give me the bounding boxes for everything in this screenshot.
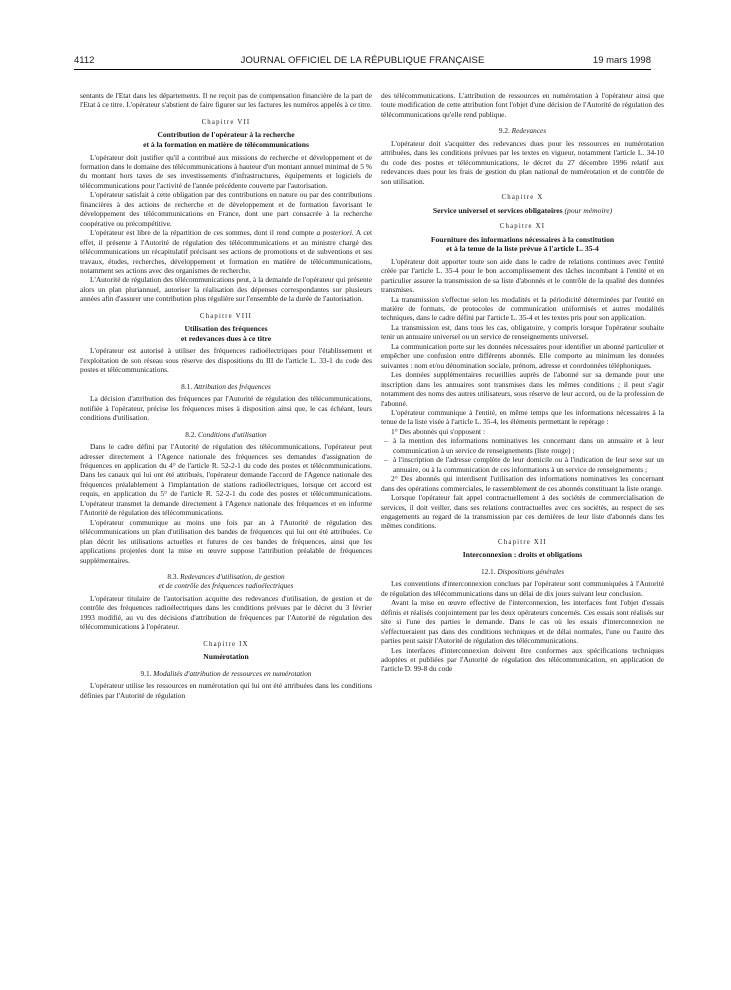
paragraph: La communication porte sur les données nécessaires pour identifier un abonné particulier et empêcher une confusion entre différents abonnés. Elle comporte au minimum les données suivantes : nom et/ou dénomination sociale, prénom, adresse et coordonnées téléphoniques. (381, 341, 664, 370)
paragraph: Les interfaces d'interconnexion doivent être conformes aux spécifications techniques adoptées et publiées par l'Autorité de régulation des télécommunication, en application de l'article D. 99-8 du code (381, 645, 664, 674)
section-heading (381, 567, 664, 576)
chapter-title-line: et à la formation en matière de télécommunications (143, 139, 309, 149)
section-number: 12.1. (480, 566, 496, 576)
page-header (74, 55, 651, 70)
section-number: 9.1. (140, 668, 152, 678)
section-title: Attribution des fréquences (193, 381, 271, 391)
paragraph: L'opérateur communique au moins une fois par an à l'Autorité de régulation des télécommunications un plan d'utilisation des bandes de fréquences qui lui ont été attribuées. Ce plan décrit les utilisations actuelles et futures de ces bandes de fréquences, ainsi que les applications projetées dont la mise en œuvre suppose l'attribution préalable de fréquences supplémentaires. (80, 517, 372, 565)
paragraph: L'opérateur doit justifier qu'il a contribué aux missions de recherche et développement et de formation dans le domaine des télécommunications à hauteur d'un montant annuel minimal de 5 % du montant hors taxes de ses investissements d'infrastructures, équipements et logiciels de télécommunications pour l'activité de l'année précédente couverte par l'autorisation. (80, 152, 372, 190)
section-title: Modalités d'attribution de ressources en numérotation (153, 668, 312, 678)
paragraph: L'opérateur est autorisé à utiliser des fréquences radioélectriques pour l'établissement et l'exploitation de son réseau sous réserve des dispositions du III de l'article L. 33-1 du code des postes et télécommunications. (80, 346, 372, 375)
paragraph: La transmission est, dans tous les cas, obligatoire, y compris lorsque l'opérateur souhaite tenir un annuaire universel ou un service de renseignements universel. (381, 322, 664, 342)
paragraph: La transmission s'effectue selon les modalités et la périodicité déterminées par l'entité en matière de formats, de protocoles de communication uniformisés et autres modalités techniques, dans le cadre défini par l'article L. 35-4 et les textes pris pour son application. (381, 294, 664, 323)
list-item: 2° Des abonnés qui interdisent l'utilisation des informations nominatives les concernant dans des opérations commerciales, le rassemblement de ces abonnés constituant la liste orange. (381, 474, 664, 493)
page-number: 4112 (74, 55, 95, 66)
left-column (80, 91, 372, 700)
text-run: L'opérateur est libre de la répartition de ces sommes, dont il rend compte (90, 228, 317, 238)
list-subitem-text: à la mention des informations nominatives les concernant dans un annuaire et à leur communication à un service de renseignements (liste rouge) ; (393, 436, 664, 455)
paragraph: L'opérateur communique à l'entité, en même temps que les informations nécessaires à la tenue de la liste visée à l'article L. 35-4, les éléments permettant le repérage : (381, 408, 664, 427)
chapter-heading: Chapitre XII (498, 538, 547, 546)
section-title: Dispositions générales (497, 566, 565, 576)
paragraph: Dans le cadre défini par l'Autorité de régulation des télécommunications, l'opérateur peut adresser directement à l'Agence nationale des fréquences ses demandes d'assignation de fréquences en application du 4° de l'article R. 52-2-1 du code des postes et télécommunications. Dans les canaux qui lui ont été attribués, l'opérateur demande l'accord de l'Agence nationale des fréquences préalablement à l'implantation de stations radioélectriques, lorsque cet accord est requis, en application du 5° de l'article R. 52-2-1 du code des postes et télécommunications. L'opérateur transmet la demande directement à l'Agence nationale des fréquences et en informe l'Autorité de régulation des télécommunications. (80, 442, 372, 518)
chapter-heading: Chapitre XI (499, 223, 546, 231)
paragraph: L'opérateur utilise les ressources en numérotation qui lui ont été attribuées dans les conditions définies par l'Autorité de régulation (80, 681, 372, 700)
section-number: 8.2. (185, 429, 197, 439)
paragraph: Avant la mise en œuvre effective de l'interconnexion, les interfaces font l'objet d'essais définis et réalisés conjointement par les deux opérateurs concernés. Ces essais sont réalisés sur site si l'une des parties le demande. Dans le cas où les essais d'interconnexion ne s'effectueraient pas dans des conditions techniques et de délai normales, l'une ou l'autre des parties peut saisir l'Autorité de régulation des télécommunications. (381, 598, 664, 646)
paragraph: sentants de l'Etat dans les départements. Il ne reçoit pas de compensation financière de la part de l'Etat à ce titre. L'opérateur s'abstient de faire figurer sur les factures les numéros appelés à ce titre. (80, 91, 372, 110)
section-number: 9.2. (498, 126, 510, 136)
chapter-title-line: et à la tenue de la liste prévue à l'article L. 35-4 (446, 244, 599, 254)
paragraph: des télécommunications. L'attribution de ressources en numérotation à l'opérateur ainsi que toute modification de cette attribution font l'objet d'une décision de l'Autorité de régulation des télécommunications qu'elle rend publique. (381, 91, 664, 119)
chapter-heading: Chapitre VII (201, 118, 251, 126)
chapter-title-text: Service universel et services obligatoires (432, 205, 563, 215)
section-number: 8.3. (167, 571, 179, 581)
section-title: Conditions d'utilisation (198, 429, 267, 439)
chapter-note: (pour mémoire) (564, 205, 613, 215)
chapter-title-line: Fourniture des informations nécessaires à la constitution (430, 234, 615, 244)
section-title: et de contrôle des fréquences radioélectriques (158, 581, 294, 591)
chapter-title (381, 206, 664, 216)
paragraph: L'opérateur doit s'acquitter des redevances dues pour les ressources en numérotation attribuées, dans les conditions prévues par les textes en vigueur, notamment l'article L. 34-10 du code des postes et télécommunications, le décret du 27 décembre 1996 relatif aux redevances dues pour les frais de gestion du plan national de numérotation et de contrôle de son utilisation. (381, 138, 664, 186)
section-heading (80, 430, 372, 439)
chapter-title (80, 324, 372, 343)
chapter-heading: Chapitre IX (203, 640, 249, 648)
list-subitem (381, 455, 664, 474)
chapter-title-line: et redevances dues à ce titre (180, 333, 272, 343)
dash-marker: – (384, 455, 388, 465)
right-column (381, 91, 664, 674)
section-title: Redevances d'utilisation, de gestion (180, 571, 285, 581)
italic-term: a posteriori (316, 228, 352, 238)
paragraph: Les conventions d'interconnexion conclues par l'opérateur sont communiquées à l'Autorité de régulation des télécommunications dans un délai de dix jours suivant leur conclusion. (381, 579, 664, 598)
list-item: 1° Des abonnés qui s'opposent : (391, 426, 485, 436)
chapter-heading: Chapitre VIII (199, 312, 253, 320)
paragraph: Les données supplémentaires recueillies auprès de l'abonné sur sa demande pour une inscription dans les annuaires sont transmises dans les mêmes conditions ; il peut s'agir notamment des noms des autres utilisateurs, sous réserve de leur accord, ou de la profession de l'abonné. (381, 370, 664, 408)
paragraph: L'opérateur titulaire de l'autorisation acquitte des redevances d'utilisation, de gestion et de contrôle des fréquences radioélectriques dans les conditions prévues par le décret du 3 février 1993 modifié, au vu des décisions d'attribution de fréquences par l'Autorité de régulation des télécommunications à l'opérateur. (80, 593, 372, 632)
paragraph: L'opérateur satisfait à cette obligation par des contributions en nature ou par des contributions financières à des actions de recherche et de développement et de formation favorisant le développement des télécommunications en France, dont une part consacrée à la recherche coopérative ou précompétitive. (80, 190, 372, 228)
section-heading (80, 382, 372, 391)
paragraph: La décision d'attribution des fréquences par l'Autorité de régulation des télécommunications, notifiée à l'opérateur, précise les fréquences mises à disposition ainsi que, le cas échéant, leurs conditions d'utilisation. (80, 394, 372, 423)
chapter-title: Numérotation (203, 652, 249, 662)
journal-title: JOURNAL OFFICIEL DE LA RÉPUBLIQUE FRANÇAISE (240, 55, 485, 66)
chapter-title (381, 235, 664, 254)
publication-date: 19 mars 1998 (592, 55, 651, 66)
paragraph: L'Autorité de régulation des télécommunications peut, à la demande de l'opérateur qui présente alors un plan pluriannuel, autoriser la réalisation des dépenses correspondantes sur plusieurs années afin d'assurer une contribution plus régulière sur l'ensemble de la durée de l'autorisation. (80, 275, 372, 304)
text-run: . A cet effet, il présente à l'Autorité de régulation des télécommunications et au ministre chargé des télécommunications un récapitulatif précisant ses actions de promotions et de subventions et ses travaux, études, recherches, développement et formation en matière de télécommunications, notamment ses actions avec des organismes de recherche. (80, 228, 373, 275)
chapter-title (80, 130, 372, 149)
paragraph: L'opérateur doit apporter toute son aide dans le cadre de relations continues avec l'entité créée par l'article L. 35-4 pour le bon accomplissement des tâches incombant à l'entité et en particulier assurer la transmission de sa liste d'abonnés et le contrôle de la qualité des données transmises. (381, 256, 664, 295)
list-subitem-text: à l'inscription de l'adresse complète de leur domicile ou à l'indication de leur sexe sur un annuaire, ou à la communication de ces informations à un service de renseignements ; (393, 455, 664, 474)
chapter-title-line: Contribution de l'opérateur à la recherche (157, 130, 295, 140)
chapter-heading: Chapitre X (501, 194, 544, 202)
section-heading (80, 572, 372, 591)
chapter-title-line: Utilisation des fréquences (184, 324, 268, 334)
paragraph: Lorsque l'opérateur fait appel contractuellement à des sociétés de commercialisation de services, il doit veiller, dans ses relations contractuelles avec ces sociétés, au respect de ses engagements au regard de la transmission par ces dernières de leur liste d'abonnés dans les mêmes conditions. (381, 493, 664, 531)
chapter-title: Interconnexion : droits et obligations (462, 550, 583, 560)
section-heading (381, 126, 664, 135)
list-subitem (381, 436, 664, 455)
section-heading (80, 669, 372, 678)
section-number: 8.1. (181, 381, 193, 391)
section-title: Redevances (511, 126, 547, 136)
paragraph (80, 228, 372, 275)
dash-marker: – (384, 436, 388, 446)
